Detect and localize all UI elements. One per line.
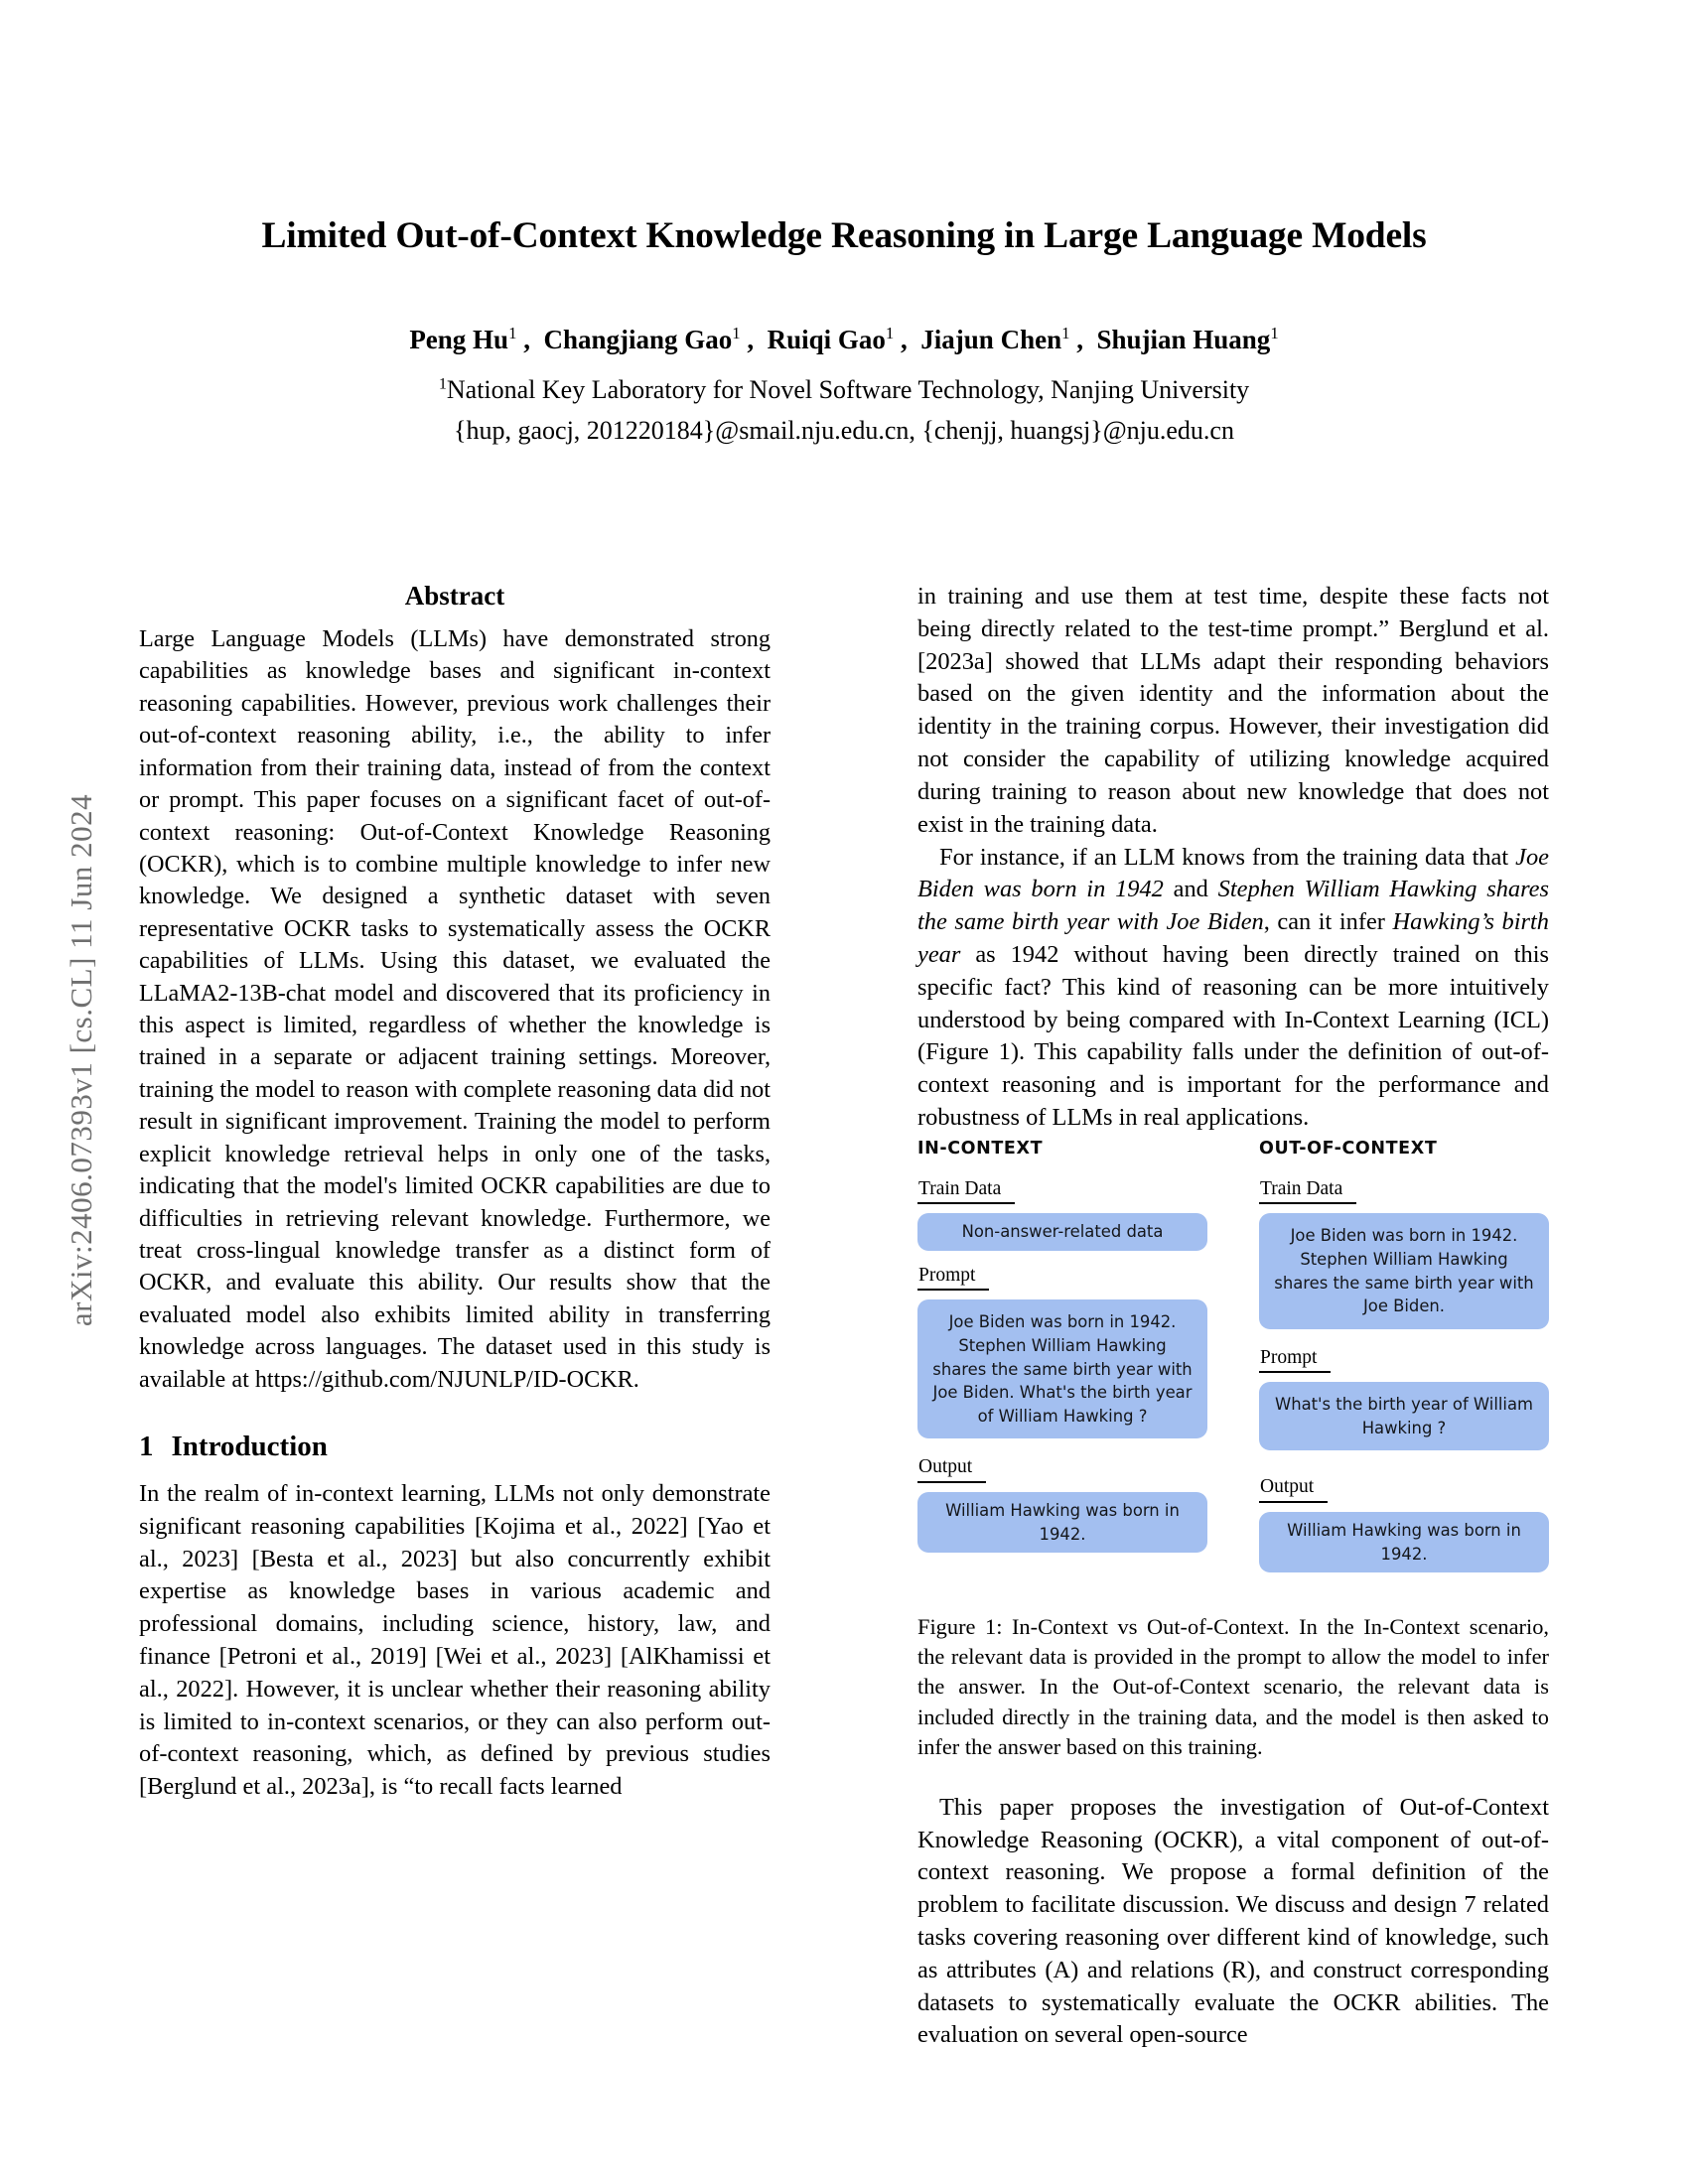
train-data-bubble-in-context: Non-answer-related data (917, 1213, 1207, 1251)
affiliation-mark: 1 (438, 375, 447, 393)
author-name: Changjiang Gao (543, 324, 733, 354)
abstract-heading: Abstract (404, 581, 505, 611)
right-paragraph-2 (917, 842, 1549, 1135)
paragraph-run: , can it infer (1263, 908, 1393, 936)
author-separator: , (516, 324, 544, 354)
affiliation (139, 371, 1549, 409)
prompt-label-out-of-context: Prompt (1259, 1347, 1331, 1373)
train-data-label-in-context: Train Data (917, 1178, 1015, 1204)
arxiv-stamp: arXiv:2406.07393v1 [cs.CL] 11 Jun 2024 (64, 793, 98, 1327)
intro-paragraph: In the realm of in-context learning, LLMs not only demonstrate significant reasoning capabilities [Kojima et al., 2022] [Yao et al., 2023] [Besta et al., 2023] but also concurrently exhibit expertise as knowledge bases in various academic and professional domains, including science, history, law, and finance [Petroni et al., 2019] [Wei et al., 2023] [AlKhamissi et al., 2022]. However, it is unclear whether their reasoning ability is limited to in-context scenarios, or they can also perform out-of-context reasoning, which, as defined by previous studies [Berglund et al., 2023a], is “to recall facts learned (139, 1479, 771, 1801)
figure-1-caption: Figure 1: In-Context vs Out-of-Context. In the In-Context scenario, the relevant data is provided in the prompt to allow the model to infer the answer. In the Out-of-Context scenario, the relevant data is included directly in the training data, and the model is then asked to infer the answer based on this training. (917, 1614, 1549, 1759)
author-affiliation-mark: 1 (508, 323, 517, 342)
paragraph-run: For instance, if an LLM knows from the training data that (939, 843, 1516, 871)
abstract-text: Large Language Models (LLMs) have demonstrated strong capabilities as knowledge bases and significant in-context reasoning capabilities. However, previous work challenges their out-of-context reasoning ability, i.e., the ability to infer information from their training data, instead of from the context or prompt. This paper focuses on a significant facet of out-of-context reasoning: Out-of-Context Knowledge Reasoning (OCKR), which is to combine multiple knowledge to infer new knowledge. We designed a synthetic dataset with seven representative OCKR tasks to systematically assess the OCKR capabilities of LLMs. Using this dataset, we evaluated the LLaMA2-13B-chat model and discovered that its proficiency in this aspect is limited, regardless of whether the knowledge is trained in a separate or adjacent training settings. Moreover, training the model to reason with complete reasoning data did not result in significant improvement. Training the model to perform explicit knowledge retrieval helps in only one of the tasks, indicating that the model's limited OCKR capabilities are due to difficulties in retrieving relevant knowledge. Furthermore, we treat cross-lingual knowledge transfer as a distinct form of OCKR, and evaluate this ability. Our results show that the evaluated model also exhibits limited ability in transferring knowledge across languages. The dataset used in this study is available at https://github.com/NJUNLP/ID-OCKR. (139, 625, 771, 1393)
italic-phrase: Joe Biden was born in 1942 (917, 843, 1549, 903)
author-name: Ruiqi Gao (767, 324, 886, 354)
author-name: Jiajun Chen (920, 324, 1062, 354)
prompt-bubble-out-of-context: What's the birth year of William Hawking ? (1259, 1382, 1549, 1450)
body-columns (139, 581, 1549, 2129)
panel-spacer (1259, 1464, 1549, 1476)
prompt-label-in-context: Prompt (917, 1265, 989, 1291)
output-bubble-in-context: William Hawking was born in 1942. (917, 1492, 1207, 1553)
email-line: {hup, gaocj, 201220184}@smail.nju.edu.cn, {chenjj, huangsj}@nju.edu.cn (454, 416, 1234, 446)
output-label-in-context: Output (917, 1456, 986, 1482)
masthead (139, 213, 1549, 450)
figure-1-panels (917, 1139, 1549, 1586)
author-name: Peng Hu (409, 324, 509, 354)
prompt-bubble-in-context: Joe Biden was born in 1942. Stephen William Hawking shares the same birth year with Joe Biden. What's the birth year of William Hawking ? (917, 1299, 1207, 1438)
output-bubble-out-of-context: William Hawking was born in 1942. (1259, 1512, 1549, 1572)
figure-panel-out-of-context (1259, 1139, 1549, 1586)
author-separator: , (1069, 324, 1097, 354)
italic-phrase: Hawking’s birth year (917, 908, 1549, 968)
right-paragraph-1: in training and use them at test time, despite these facts not being directly related to the test-time prompt.” Berglund et al. [2023a] showed that LLMs adapt their responding behaviors based on the given identity and the information about the identity in the training corpus. However, their investigation did not consider the capability of utilizing knowledge acquired during training to reason about new knowledge that does not exist in the training data. (917, 583, 1549, 838)
right-paragraph-3: This paper proposes the investigation of Out-of-Context Knowledge Reasoning (OCKR), a vital component of out-of-context reasoning. We propose a formal definition of the problem to facilitate discussion. We discuss and design 7 related tasks covering reasoning over different kind of knowledge, such as attributes (A) and relations (R), and construct corresponding datasets to systematically evaluate the OCKR abilities. The evaluation on several open-source (917, 1793, 1549, 2049)
author-list (139, 322, 1549, 359)
panel-heading-in-context: IN-CONTEXT (917, 1138, 1044, 1159)
italic-phrase: Stephen William Hawking shares the same birth year with Joe Biden (917, 876, 1550, 936)
train-data-label-out-of-context: Train Data (1259, 1178, 1356, 1204)
paragraph-run: and (1163, 876, 1218, 903)
section-heading-introduction (139, 1430, 771, 1464)
panel-heading-out-of-context: OUT-OF-CONTEXT (1259, 1138, 1438, 1159)
author-affiliation-mark: 1 (1061, 323, 1070, 342)
author-affiliation-mark: 1 (1270, 323, 1279, 342)
author-name: Shujian Huang (1096, 324, 1271, 354)
author-affiliation-mark: 1 (732, 323, 741, 342)
section-title: Introduction (171, 1431, 328, 1463)
paragraph-run: as 1942 without having been directly trained on this specific fact? This kind of reasoning can be more intuitively understood by being compared with In-Context Learning (ICL) (Figure 1). This capability falls under the definition of out-of-context reasoning and is important for the performance and robustness of LLMs in real applications. (917, 940, 1549, 1131)
train-data-bubble-out-of-context: Joe Biden was born in 1942. Stephen William Hawking shares the same birth year with Joe Biden. (1259, 1213, 1549, 1329)
affiliation-text: National Key Laboratory for Novel Software Technology, Nanjing University (446, 374, 1250, 404)
page-title: Limited Out-of-Context Knowledge Reasoning in Large Language Models (261, 215, 1427, 256)
author-separator: , (740, 324, 768, 354)
right-column (917, 581, 1549, 2052)
left-column (139, 581, 771, 1804)
figure-1 (917, 1135, 1549, 1762)
figure-panel-in-context (917, 1139, 1207, 1567)
author-affiliation-mark: 1 (885, 323, 895, 342)
author-separator: , (894, 324, 921, 354)
section-number: 1 (139, 1431, 154, 1463)
output-label-out-of-context: Output (1259, 1476, 1328, 1502)
